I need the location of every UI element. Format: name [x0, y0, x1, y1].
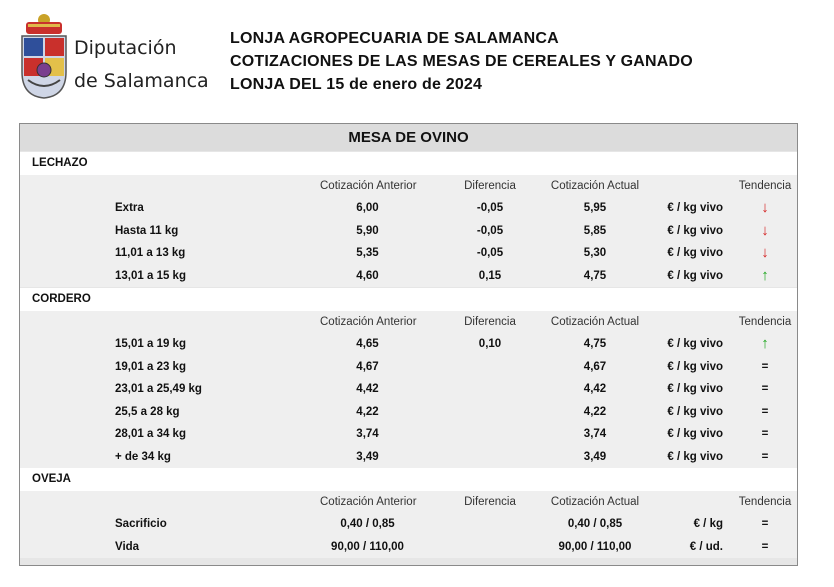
row-anterior: 0,40 / 0,85 [340, 518, 395, 530]
table-row [20, 446, 797, 469]
org-name-line1: Diputación [74, 37, 177, 59]
row-name: 13,01 a 15 kg [115, 269, 186, 282]
table-row [20, 220, 797, 243]
row-actual: 5,85 [583, 224, 607, 237]
col-tendencia: Tendencia [738, 495, 792, 508]
diputacion-logo [18, 12, 208, 102]
panel-title: MESA DE OVINO [20, 124, 797, 151]
row-name: Sacrificio [115, 518, 167, 530]
trend-equal: = [761, 428, 769, 440]
header-title: LONJA AGROPECUARIA DE SALAMANCA [230, 30, 559, 47]
trend-equal: = [761, 360, 769, 373]
trend-equal: = [761, 405, 769, 418]
row-name: 15,01 a 19 kg [115, 338, 186, 350]
arrow-down-icon: ↓ [761, 199, 769, 216]
row-diferencia: -0,05 [476, 247, 504, 259]
row-unit: € / kg vivo [667, 247, 723, 259]
header-date: LONJA DEL 15 de enero de 2024 [230, 76, 483, 93]
arrow-up-icon: ↑ [761, 335, 769, 352]
col-diferencia: Diferencia [464, 315, 516, 328]
table-row [20, 536, 797, 559]
row-actual: 90,00 / 110,00 [558, 540, 632, 553]
table-row [20, 242, 797, 265]
row-actual: 3,49 [583, 450, 607, 463]
row-anterior: 6,00 [356, 202, 379, 214]
row-unit: € / kg vivo [667, 383, 723, 395]
row-name: + de 34 kg [115, 450, 171, 463]
row-actual: 5,30 [583, 247, 607, 259]
section-label: OVEJA [32, 473, 71, 485]
section-label: CORDERO [32, 293, 91, 305]
row-name: 11,01 a 13 kg [115, 247, 186, 259]
table-row [20, 333, 797, 356]
table-row [20, 423, 797, 446]
row-name: 25,5 a 28 kg [115, 405, 180, 418]
row-unit: € / kg vivo [667, 202, 723, 214]
section-row-cordero [20, 288, 797, 311]
header-subtitle: COTIZACIONES DE LAS MESAS DE CEREALES Y GANADO [230, 53, 693, 70]
row-unit: € / kg vivo [667, 224, 723, 237]
row-anterior: 4,65 [356, 338, 379, 350]
trend-equal: = [761, 383, 769, 395]
row-name: Vida [115, 540, 140, 553]
trend-equal: = [761, 540, 769, 553]
row-anterior: 4,67 [356, 360, 379, 373]
section-label: LECHAZO [32, 157, 88, 169]
row-diferencia: -0,05 [476, 202, 504, 214]
arrow-down-icon: ↓ [761, 221, 769, 239]
table-row [20, 513, 797, 536]
row-actual: 4,42 [583, 383, 607, 395]
col-diferencia: Diferencia [464, 179, 516, 192]
row-actual: 4,67 [583, 360, 607, 373]
row-anterior: 90,00 / 110,00 [331, 540, 404, 553]
row-anterior: 4,22 [356, 405, 379, 418]
section-row-lechazo [20, 152, 797, 175]
row-diferencia: -0,05 [476, 224, 504, 237]
row-unit: € / kg vivo [667, 428, 723, 440]
row-anterior: 5,90 [356, 224, 379, 237]
col-actual: Cotización Actual [550, 495, 640, 508]
row-actual: 4,22 [583, 405, 607, 418]
row-name: Hasta 11 kg [115, 224, 179, 237]
table-row [20, 401, 797, 424]
row-diferencia: 0,15 [478, 269, 502, 282]
row-actual: 3,74 [583, 428, 607, 440]
col-actual: Cotización Actual [550, 315, 640, 328]
col-anterior: Cotización Anterior [320, 315, 417, 328]
arrow-up-icon: ↑ [761, 266, 769, 284]
col-tendencia: Tendencia [738, 179, 792, 192]
trend-equal: = [761, 450, 769, 463]
row-unit: € / kg vivo [667, 338, 723, 350]
table-row [20, 356, 797, 379]
row-name: 23,01 a 25,49 kg [115, 383, 202, 395]
col-diferencia: Diferencia [464, 495, 516, 508]
row-anterior: 3,49 [356, 450, 379, 463]
arrow-down-icon: ↓ [761, 244, 769, 261]
col-anterior: Cotización Anterior [320, 179, 417, 192]
table-row [20, 265, 797, 288]
org-name-line2: de Salamanca [74, 70, 209, 92]
row-anterior: 3,74 [356, 428, 379, 440]
row-actual: 0,40 / 0,85 [567, 518, 623, 530]
column-header-row [20, 491, 797, 514]
row-anterior: 4,60 [356, 269, 379, 282]
row-actual: 5,95 [583, 202, 607, 214]
row-actual: 4,75 [583, 338, 607, 350]
row-unit: € / kg vivo [667, 450, 723, 463]
ovino-panel [19, 123, 798, 566]
row-diferencia: 0,10 [478, 338, 502, 350]
column-header-row [20, 175, 797, 198]
row-name: Extra [115, 202, 144, 214]
trend-equal: = [761, 518, 769, 530]
row-unit: € / ud. [689, 540, 723, 553]
row-unit: € / kg vivo [667, 405, 723, 418]
col-anterior: Cotización Anterior [320, 495, 417, 508]
table-row [20, 197, 797, 220]
column-header-row [20, 311, 797, 334]
row-unit: € / kg [693, 518, 723, 530]
col-tendencia: Tendencia [738, 315, 792, 328]
col-actual: Cotización Actual [550, 179, 640, 192]
coat-of-arms-icon [18, 12, 70, 100]
row-name: 28,01 a 34 kg [115, 428, 186, 440]
row-anterior: 4,42 [356, 383, 379, 395]
row-unit: € / kg vivo [667, 360, 723, 373]
table-row [20, 378, 797, 401]
row-unit: € / kg vivo [667, 269, 723, 282]
row-actual: 4,75 [583, 269, 607, 282]
row-name: 19,01 a 23 kg [115, 360, 186, 373]
section-row-oveja [20, 468, 797, 491]
row-anterior: 5,35 [356, 247, 379, 259]
